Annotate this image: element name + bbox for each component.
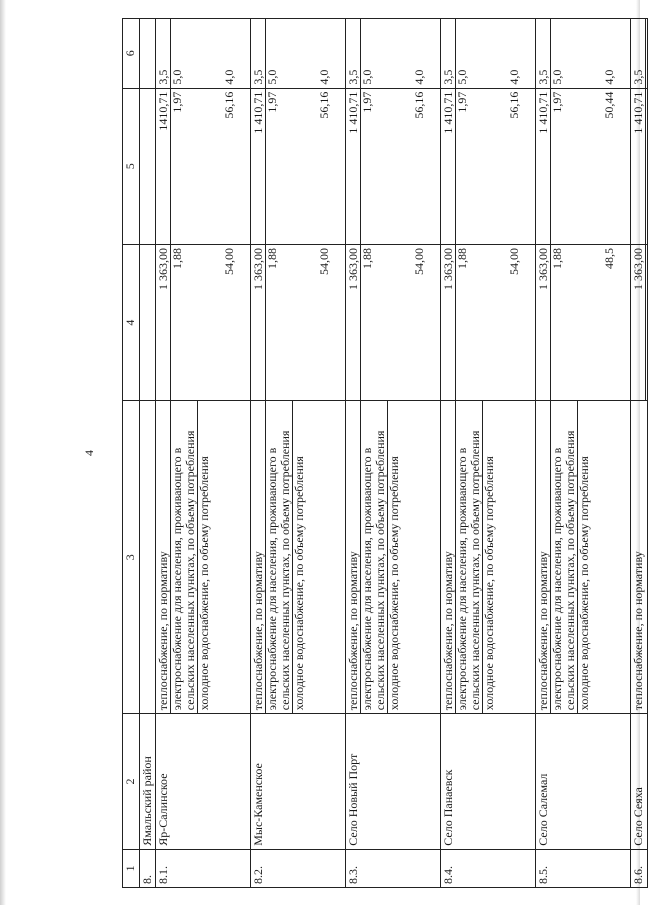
header-cell: 1 xyxy=(123,849,140,887)
header-cell: 2 xyxy=(123,714,140,850)
col4-value: 1 363,00 xyxy=(252,245,266,400)
region-name: Ямальский район xyxy=(140,714,156,850)
col5-value: 56,16 xyxy=(317,91,331,119)
col6-value: 3,5 xyxy=(632,19,646,88)
service-item: электроснабжение для населения, проживающего в сельских населенных пунктах, по объему потребления xyxy=(361,401,388,713)
col6-value: 4,0 xyxy=(222,69,236,85)
table-rows xyxy=(156,19,648,888)
service-list xyxy=(631,401,648,714)
service-list xyxy=(346,401,441,714)
row-number: 8.1. xyxy=(156,849,251,887)
col5-value: 56,16 xyxy=(412,91,426,119)
settlement-name: Село Сеяха xyxy=(631,714,648,850)
col4-value: 1 363,00 xyxy=(537,245,551,400)
col6-values xyxy=(346,19,441,89)
service-item: теплоснабжение, по нормативу xyxy=(631,551,645,711)
service-list xyxy=(441,401,536,714)
service-item: электроснабжение для населения, проживающего в сельских населенных пунктах, по объему потребления xyxy=(171,401,198,713)
col5-values xyxy=(346,88,441,244)
col6-value: 3,5 xyxy=(442,19,456,88)
col4-values xyxy=(346,244,441,400)
col6-value: 4,0 xyxy=(412,69,426,85)
table-row xyxy=(251,19,346,888)
service-list xyxy=(536,401,631,714)
col5-value: 1 410,71 xyxy=(442,89,456,244)
rotated-document-page xyxy=(82,18,645,888)
region-number: 8. xyxy=(140,849,156,887)
col6-value: 5,0 xyxy=(170,69,184,85)
col6-value: 3,5 xyxy=(157,19,171,88)
col5-value: 56,16 xyxy=(507,91,521,119)
col5-values xyxy=(156,88,251,244)
col5-value: 1,97 xyxy=(360,91,374,113)
service-item: теплоснабжение, по нормативу xyxy=(537,401,551,713)
col6-value: 4,0 xyxy=(317,69,331,85)
tariff-table xyxy=(122,18,648,888)
col5-value: 1 410,71 xyxy=(537,89,551,244)
col4-values xyxy=(251,244,346,400)
table-row xyxy=(631,19,648,888)
col6-value: 3,5 xyxy=(347,19,361,88)
settlement-name: Мыс-Каменское xyxy=(251,714,346,850)
col4-values xyxy=(631,244,648,400)
settlement-name: Село Панаевск xyxy=(441,714,536,850)
col4-value: 1,88 xyxy=(455,247,469,269)
col4-value: 1,88 xyxy=(170,247,184,269)
row-number: 8.4. xyxy=(441,849,536,887)
col6-value: 5,0 xyxy=(360,69,374,85)
scan-edge-left xyxy=(0,0,6,905)
col4-value: 1,88 xyxy=(550,247,564,269)
service-item: холодное водоснабжение, по объему потребления xyxy=(577,456,591,711)
service-item: теплоснабжение, по нормативу xyxy=(252,401,266,713)
col6-value: 3,5 xyxy=(537,19,551,88)
col6-value: 4,0 xyxy=(507,69,521,85)
service-list xyxy=(251,401,346,714)
col5-value: 50,44 xyxy=(602,91,616,119)
service-item: электроснабжение для населения, проживающего в сельских населенных пунктах, по объему потребления xyxy=(551,401,578,713)
col5-value: 1,97 xyxy=(550,91,564,113)
col6-value: 5,0 xyxy=(550,69,564,85)
settlement-name: Яр-Салинское xyxy=(156,714,251,850)
col6-value: 3,5 xyxy=(252,19,266,88)
col4-value: 54,00 xyxy=(222,247,236,275)
table-row xyxy=(441,19,536,888)
table-header-row xyxy=(123,19,140,888)
col5-value: 1 410,71 xyxy=(632,89,646,244)
col4-value: 54,00 xyxy=(507,247,521,275)
service-list xyxy=(156,401,251,714)
row-number: 8.3. xyxy=(346,849,441,887)
service-item: холодное водоснабжение, по объему потребления xyxy=(387,456,401,711)
col4-value: 1 363,00 xyxy=(442,245,456,400)
service-item: холодное водоснабжение, по объему потребления xyxy=(197,456,211,711)
col5-value: 1410,71 xyxy=(157,89,171,244)
row-number: 8.5. xyxy=(536,849,631,887)
col4-value: 1 363,00 xyxy=(157,245,171,400)
col6-values xyxy=(441,19,536,89)
col4-value: 48,5 xyxy=(602,247,616,269)
col5-value: 1,97 xyxy=(265,91,279,113)
service-item: электроснабжение для населения, проживающего в сельских населенных пунктах, по объему потребления xyxy=(456,401,483,713)
col6-values xyxy=(251,19,346,89)
col4-value: 1,88 xyxy=(360,247,374,269)
col4-values xyxy=(536,244,631,400)
header-cell: 4 xyxy=(123,244,140,400)
page-number: 4 xyxy=(82,450,96,456)
col4-value: 1,88 xyxy=(265,247,279,269)
col6-value: 5,0 xyxy=(265,69,279,85)
col4-values xyxy=(156,244,251,400)
col5-values xyxy=(631,88,648,244)
settlement-name: Село Салемал xyxy=(536,714,631,850)
table-row xyxy=(346,19,441,888)
col6-values xyxy=(536,19,631,89)
col5-value: 1 410,71 xyxy=(252,89,266,244)
service-item: холодное водоснабжение, по объему потребления xyxy=(292,456,306,711)
col5-value: 1 410,71 xyxy=(347,89,361,244)
header-cell: 5 xyxy=(123,88,140,244)
service-item: теплоснабжение, по нормативу xyxy=(442,401,456,713)
col5-value: 1,97 xyxy=(455,91,469,113)
service-item: электроснабжение для населения, проживающего в сельских населенных пунктах, по объему потребления xyxy=(266,401,293,713)
header-cell: 6 xyxy=(123,19,140,89)
row-number: 8.2. xyxy=(251,849,346,887)
col4-value: 1 363,00 xyxy=(347,245,361,400)
col6-values xyxy=(631,19,648,89)
row-number: 8.6. xyxy=(631,849,648,887)
col5-value: 1,97 xyxy=(170,91,184,113)
region-row xyxy=(140,19,156,888)
col4-value: 1 363,00 xyxy=(632,245,646,400)
col6-value: 4,0 xyxy=(602,69,616,85)
col5-value: 56,16 xyxy=(222,91,236,119)
col4-value: 54,00 xyxy=(317,247,331,275)
col5-values xyxy=(536,88,631,244)
col5-values xyxy=(251,88,346,244)
table-row xyxy=(156,19,251,888)
col4-values xyxy=(441,244,536,400)
table-row xyxy=(536,19,631,888)
col4-value: 54,00 xyxy=(412,247,426,275)
service-item: теплоснабжение, по нормативу xyxy=(347,401,361,713)
col6-value: 5,0 xyxy=(455,69,469,85)
col5-values xyxy=(441,88,536,244)
service-item: холодное водоснабжение, по объему потребления xyxy=(482,456,496,711)
header-cell: 3 xyxy=(123,401,140,714)
service-item: теплоснабжение, по нормативу xyxy=(157,401,171,713)
settlement-name: Село Новый Порт xyxy=(346,714,441,850)
col6-values xyxy=(156,19,251,89)
